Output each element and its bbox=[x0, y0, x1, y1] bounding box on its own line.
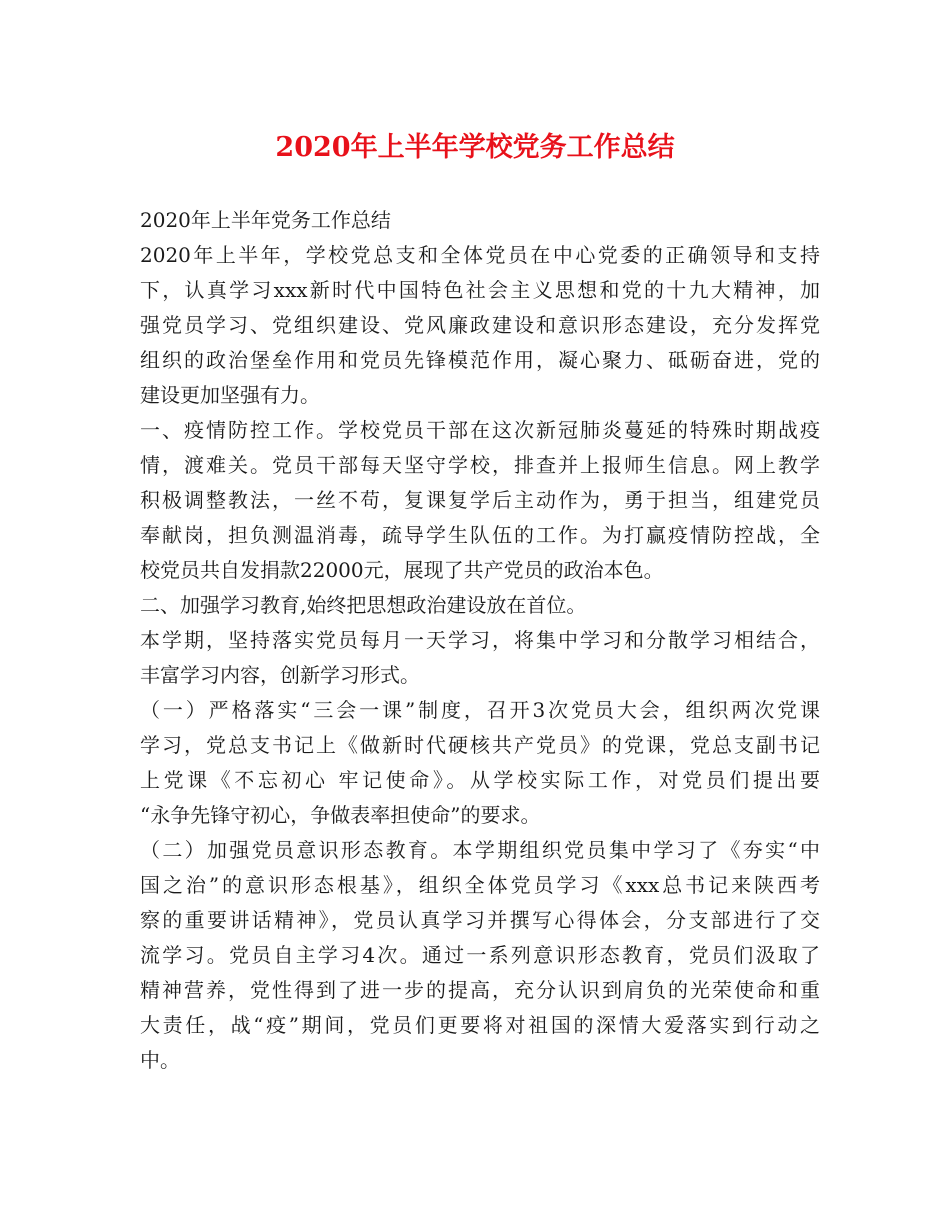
body-line: 本学期，坚持落实党员每月一天学习，将集中学习和分散学习相结合， bbox=[140, 628, 820, 652]
body-line: 下，认真学习xxx新时代中国特色社会主义思想和党的十九大精神，加 bbox=[140, 278, 820, 302]
body-line: 上党课《不忘初心 牢记使命》。从学校实际工作，对党员们提出要 bbox=[140, 768, 820, 792]
body-line: 丰富学习内容，创新学习形式。 bbox=[140, 663, 420, 687]
body-line: 情，渡难关。党员干部每天坚守学校，排查并上报师生信息。网上教学 bbox=[140, 453, 820, 477]
body-line: 积极调整教法，一丝不苟，复课复学后主动作为，勇于担当，组建党员 bbox=[140, 488, 820, 512]
document-body bbox=[140, 203, 820, 1078]
body-line: 奉献岗，担负测温消毒，疏导学生队伍的工作。为打赢疫情防控战，全 bbox=[140, 523, 820, 547]
body-line: 国之治”的意识形态根基》，组织全体党员学习《xxx总书记来陕西考 bbox=[140, 873, 820, 897]
body-line: 一、疫情防控工作。学校党员干部在这次新冠肺炎蔓延的特殊时期战疫 bbox=[140, 418, 820, 442]
body-line: 流学习。党员自主学习4次。通过一系列意识形态教育，党员们汲取了 bbox=[140, 943, 820, 967]
body-line: 大责任，战“疫”期间，党员们更要将对祖国的深情大爱落实到行动之 bbox=[140, 1013, 820, 1037]
body-line: 校党员共自发捐款22000元，展现了共产党员的政治本色。 bbox=[140, 558, 664, 582]
body-line: 中。 bbox=[140, 1048, 180, 1072]
body-line: 组织的政治堡垒作用和党员先锋模范作用，凝心聚力、砥砺奋进，党的 bbox=[140, 348, 820, 372]
body-line: 2020年上半年，学校党总支和全体党员在中心党委的正确领导和支持 bbox=[140, 243, 820, 267]
body-line: （二）加强党员意识形态教育。本学期组织党员集中学习了《夯实“中 bbox=[140, 838, 820, 862]
document-title: 2020年上半年学校党务工作总结 bbox=[275, 132, 675, 163]
body-line: 强党员学习、党组织建设、党风廉政建设和意识形态建设，充分发挥党 bbox=[140, 313, 820, 337]
body-line: 精神营养，党性得到了进一步的提高，充分认识到肩负的光荣使命和重 bbox=[140, 978, 820, 1002]
body-line: “永争先锋守初心，争做表率担使命”的要求。 bbox=[140, 803, 541, 827]
body-line: 建设更加坚强有力。 bbox=[140, 383, 320, 407]
body-line: 2020年上半年党务工作总结 bbox=[140, 208, 391, 232]
body-line: （一）严格落实“三会一课”制度，召开3次党员大会，组织两次党课 bbox=[140, 698, 820, 722]
body-line: 学习，党总支书记上《做新时代硬核共产党员》的党课，党总支副书记 bbox=[140, 733, 820, 757]
body-line: 察的重要讲话精神》，党员认真学习并撰写心得体会，分支部进行了交 bbox=[140, 908, 820, 932]
body-line: 二、加强学习教育,始终把思想政治建设放在首位。 bbox=[140, 593, 587, 617]
